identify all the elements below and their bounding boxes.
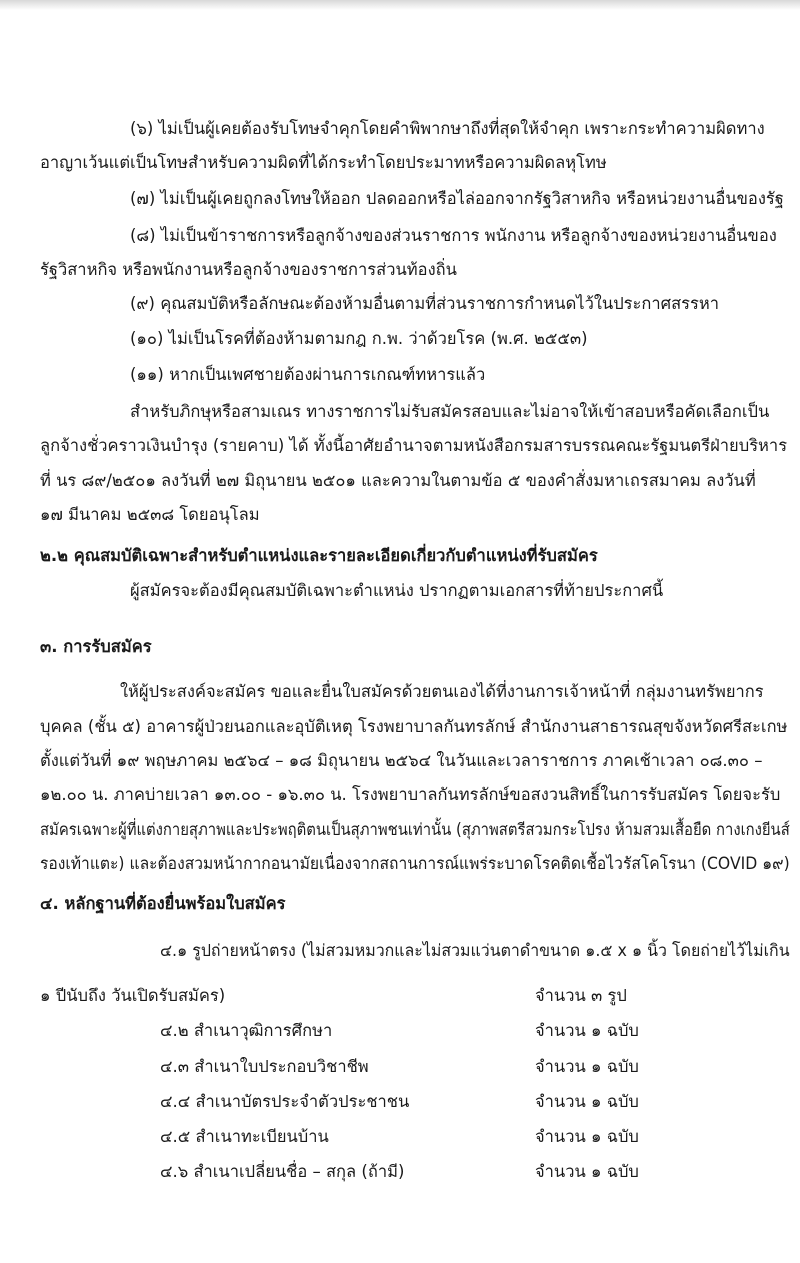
section-3-line6: รองเท้าแตะ) และต้องสวมหน้ากากอนามัยเนื่องจากสถานการณ์แพร่ระบาดโรคติดเชื้อไวรัสโคโรนา (COVID ๑๙) (40, 854, 790, 873)
document-item-4-1-quantity: จำนวน ๓ รูป (535, 986, 627, 1005)
section-3-heading: ๓. การรับสมัคร (40, 637, 152, 656)
qualification-8-line2: รัฐวิสาหกิจ หรือพนักงานหรือลูกจ้างของราชการส่วนท้องถิ่น (40, 260, 457, 279)
document-item-4-3-label: ๔.๓ สำเนาใบประกอบวิชาชีพ (160, 1057, 369, 1076)
section-3-line5: สมัครเฉพาะผู้ที่แต่งกายสุภาพและประพฤติตนเป็นสุภาพชนเท่านั้น (สุภาพสตรีสวมกระโปรง ห้ามสวมเสื้อยืด กางเกงยีนส์ (40, 820, 790, 839)
qualification-10: (๑๐) ไม่เป็นโรคที่ต้องห้ามตามกฎ ก.พ. ว่าด้วยโรค (พ.ศ. ๒๕๕๓) (130, 329, 588, 348)
section-3-line1: ให้ผู้ประสงค์จะสมัคร ขอและยื่นใบสมัครด้วยตนเองได้ที่งานการเจ้าหน้าที่ กลุ่มงานทรัพยากร (120, 682, 764, 701)
monk-clause-line4: ๑๗ มีนาคม ๒๕๓๘ โดยอนุโลม (40, 505, 260, 524)
section-3-line3: ตั้งแต่วันที่ ๑๙ พฤษภาคม ๒๕๖๔ – ๑๘ มิถุนายน ๒๕๖๔ ในวันและเวลาราชการ ภาคเช้าเวลา ๐๘.๓๐ – (40, 751, 763, 770)
document-item-4-6-label: ๔.๖ สำเนาเปลี่ยนชื่อ – สกุล (ถ้ามี) (160, 1162, 405, 1181)
document-item-4-1-line2: ๑ ปีนับถึง วันเปิดรับสมัคร) (40, 986, 226, 1005)
section-4-heading: ๔. หลักฐานที่ต้องยื่นพร้อมใบสมัคร (40, 894, 286, 913)
section-2-2-body: ผู้สมัครจะต้องมีคุณสมบัติเฉพาะตำแหน่ง ปรากฏตามเอกสารที่ท้ายประกาศนี้ (130, 581, 664, 600)
document-item-4-1-line1: ๔.๑ รูปถ่ายหน้าตรง (ไม่สวมหมวกและไม่สวมแว่นตาดำขนาด ๑.๕ x ๑ นิ้ว โดยถ่ายไว้ไม่เกิน (160, 941, 790, 960)
section-3-line4: ๑๒.๐๐ น. ภาคบ่ายเวลา ๑๓.๐๐ - ๑๖.๓๐ น. โรงพยาบาลกันทรลักษ์ขอสงวนสิทธิ์ในการรับสมัคร โดยจะรับ (40, 785, 781, 804)
document-item-4-2-label: ๔.๒ สำเนาวุฒิการศึกษา (160, 1021, 333, 1040)
scan-edge-shadow (0, 0, 800, 10)
qualification-6-line1: (๖) ไม่เป็นผู้เคยต้องรับโทษจำคุกโดยคำพิพากษาถึงที่สุดให้จำคุก เพราะกระทำความผิดทาง (130, 119, 765, 138)
qualification-8-line1: (๘) ไม่เป็นข้าราชการหรือลูกจ้างของส่วนราชการ พนักงาน หรือลูกจ้างของหน่วยงานอื่นของ (130, 226, 777, 245)
document-item-4-5-label: ๔.๕ สำเนาทะเบียนบ้าน (160, 1127, 329, 1146)
monk-clause-line3: ที่ นร ๘๙/๒๕๐๑ ลงวันที่ ๒๗ มิถุนายน ๒๕๐๑ และความในตามข้อ ๕ ของคำสั่งมหาเถรสมาคม ลงวันที่ (40, 471, 756, 490)
qualification-11: (๑๑) หากเป็นเพศชายต้องผ่านการเกณฑ์ทหารแล้ว (130, 365, 486, 384)
qualification-9: (๙) คุณสมบัติหรือลักษณะต้องห้ามอื่นตามที่ส่วนราชการกำหนดไว้ในประกาศสรรหา (130, 294, 720, 313)
monk-clause-line2: ลูกจ้างชั่วคราวเงินบำรุง (รายคาบ) ได้ ทั้งนี้อาศัยอำนาจตามหนังสือกรมสารบรรณคณะรัฐมนตรีฝ่ายบริหาร (40, 436, 788, 455)
section-3-line2: บุคคล (ชั้น ๕) อาคารผู้ป่วยนอกและอุบัติเหตุ โรงพยาบาลกันทรลักษ์ สำนักงานสาธารณสุขจังหวัดศรีสะเกษ (40, 717, 788, 736)
qualification-6-line2: อาญาเว้นแต่เป็นโทษสำหรับความผิดที่ได้กระทำโดยประมาทหรือความผิดลหุโทษ (40, 153, 607, 172)
document-item-4-3-quantity: จำนวน ๑ ฉบับ (535, 1057, 639, 1076)
document-item-4-4-label: ๔.๔ สำเนาบัตรประจำตัวประชาชน (160, 1092, 410, 1111)
document-item-4-6-quantity: จำนวน ๑ ฉบับ (535, 1162, 639, 1181)
document-item-4-5-quantity: จำนวน ๑ ฉบับ (535, 1127, 639, 1146)
monk-clause-line1: สำหรับภิกษุหรือสามเณร ทางราชการไม่รับสมัครสอบและไม่อาจให้เข้าสอบหรือคัดเลือกเป็น (130, 402, 770, 421)
qualification-7: (๗) ไม่เป็นผู้เคยถูกลงโทษให้ออก ปลดออกหรือไล่ออกจากรัฐวิสาหกิจ หรือหน่วยงานอื่นของรัฐ (130, 189, 784, 208)
section-2-2-heading: ๒.๒ คุณสมบัติเฉพาะสำหรับตำแหน่งและรายละเอียดเกี่ยวกับตำแหน่งที่รับสมัคร (40, 546, 598, 565)
document-item-4-2-quantity: จำนวน ๑ ฉบับ (535, 1021, 639, 1040)
document-item-4-4-quantity: จำนวน ๑ ฉบับ (535, 1092, 639, 1111)
